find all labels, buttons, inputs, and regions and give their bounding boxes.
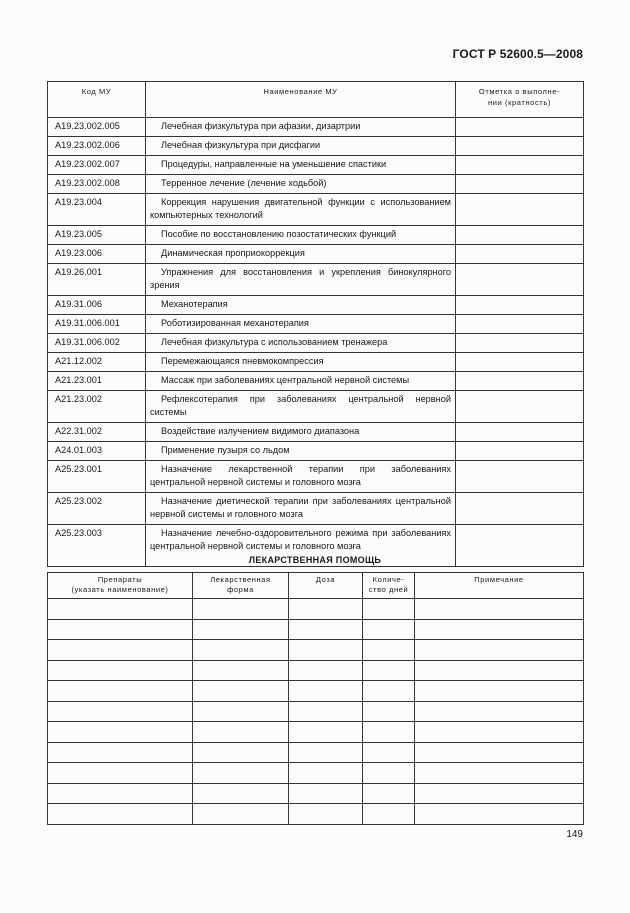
drug-name-cell[interactable] [48, 804, 193, 825]
service-name-cell [146, 391, 456, 423]
service-name-cell [146, 353, 456, 372]
column-header-completion: Отметка о выполне- нии (кратность) [456, 82, 584, 118]
service-name: Механотерапия [161, 299, 228, 309]
drug-note-cell[interactable] [415, 681, 584, 702]
drug-days-cell[interactable] [363, 722, 415, 743]
service-name-cell [146, 245, 456, 264]
table-row [48, 599, 584, 620]
drug-dose-cell[interactable] [289, 722, 363, 743]
drug-name-cell[interactable] [48, 742, 193, 763]
service-name: Назначение лечебно-оздоровительного режима при заболеваниях центральной нервной системы и головного мозга [150, 528, 451, 551]
service-name-cell [146, 296, 456, 315]
service-code: A21.23.002 [48, 391, 146, 423]
service-name: Лечебная физкультура при дисфагии [161, 140, 321, 150]
service-name: Лечебная физкультура с использованием тренажера [161, 337, 388, 347]
service-name-cell [146, 226, 456, 245]
drug-days-cell[interactable] [363, 681, 415, 702]
column-header-form: Лекарственная форма [193, 573, 289, 599]
drug-form-cell[interactable] [193, 763, 289, 784]
completion-mark-cell[interactable] [456, 315, 584, 334]
completion-mark-cell[interactable] [456, 245, 584, 264]
drug-form-cell[interactable] [193, 599, 289, 620]
table-row [48, 640, 584, 661]
service-name-cell [146, 493, 456, 525]
service-code: A25.23.003 [48, 525, 146, 567]
table-row [48, 391, 584, 423]
drug-days-cell[interactable] [363, 640, 415, 661]
table-row [48, 722, 584, 743]
drug-form-cell[interactable] [193, 722, 289, 743]
drug-dose-cell[interactable] [289, 763, 363, 784]
drug-note-cell[interactable] [415, 660, 584, 681]
service-name-cell [146, 423, 456, 442]
drug-days-cell[interactable] [363, 763, 415, 784]
service-code: A19.31.006.001 [48, 315, 146, 334]
column-header-days: Количе- ство дней [363, 573, 415, 599]
drug-name-cell[interactable] [48, 722, 193, 743]
table-row [48, 194, 584, 226]
table-row [48, 226, 584, 245]
drug-name-cell[interactable] [48, 660, 193, 681]
drug-form-cell[interactable] [193, 783, 289, 804]
service-code: A19.26.001 [48, 264, 146, 296]
service-name: Лечебная физкультура при афазии, дизартрии [161, 121, 361, 131]
service-code: A19.23.004 [48, 194, 146, 226]
drug-form-cell[interactable] [193, 681, 289, 702]
drug-name-cell[interactable] [48, 701, 193, 722]
table-row [48, 353, 584, 372]
drug-note-cell[interactable] [415, 722, 584, 743]
drug-dose-cell[interactable] [289, 701, 363, 722]
drug-name-cell[interactable] [48, 783, 193, 804]
drug-name-cell[interactable] [48, 640, 193, 661]
service-name-cell [146, 461, 456, 493]
service-name-cell [146, 372, 456, 391]
service-code: A19.31.006 [48, 296, 146, 315]
completion-mark-cell[interactable] [456, 372, 584, 391]
table-row [48, 175, 584, 194]
table-row [48, 372, 584, 391]
table-row [48, 315, 584, 334]
drug-form-cell[interactable] [193, 742, 289, 763]
service-code: A25.23.002 [48, 493, 146, 525]
service-name-cell [146, 264, 456, 296]
drug-form-cell[interactable] [193, 619, 289, 640]
completion-mark-cell[interactable] [456, 334, 584, 353]
drug-days-cell[interactable] [363, 619, 415, 640]
drug-days-cell[interactable] [363, 783, 415, 804]
service-name: Перемежающаяся пневмокомпрессия [161, 356, 324, 366]
drug-days-cell[interactable] [363, 742, 415, 763]
table-row [48, 264, 584, 296]
drug-days-cell[interactable] [363, 804, 415, 825]
service-name-cell [146, 137, 456, 156]
service-code: A19.23.005 [48, 226, 146, 245]
drug-note-cell[interactable] [415, 783, 584, 804]
service-name: Назначение лекарственной терапии при заболеваниях центральной нервной системы и головного мозга [150, 464, 451, 487]
service-code: A21.23.001 [48, 372, 146, 391]
service-code: A19.23.002.008 [48, 175, 146, 194]
service-code: A24.01.003 [48, 442, 146, 461]
service-code: A21.12.002 [48, 353, 146, 372]
table-row [48, 681, 584, 702]
service-name: Массаж при заболеваниях центральной нервной системы [161, 375, 410, 385]
service-name: Динамическая проприокоррекция [161, 248, 305, 258]
drug-dose-cell[interactable] [289, 804, 363, 825]
column-header-dose: Доза [289, 573, 363, 599]
drug-form-cell[interactable] [193, 701, 289, 722]
service-name-cell [146, 315, 456, 334]
completion-mark-cell[interactable] [456, 296, 584, 315]
drug-name-cell[interactable] [48, 599, 193, 620]
drug-dose-cell[interactable] [289, 681, 363, 702]
service-name-cell [146, 442, 456, 461]
service-name: Терренное лечение (лечение ходьбой) [161, 178, 327, 188]
drug-note-cell[interactable] [415, 701, 584, 722]
drug-dose-cell[interactable] [289, 783, 363, 804]
table-row [48, 783, 584, 804]
table-row [48, 442, 584, 461]
service-code: A19.23.002.006 [48, 137, 146, 156]
table-row [48, 493, 584, 525]
drug-note-cell[interactable] [415, 742, 584, 763]
drug-dose-cell[interactable] [289, 619, 363, 640]
table-row [48, 245, 584, 264]
completion-mark-cell[interactable] [456, 137, 584, 156]
drug-note-cell[interactable] [415, 763, 584, 784]
drug-assistance-table [47, 572, 584, 825]
drug-name-cell[interactable] [48, 619, 193, 640]
completion-mark-cell[interactable] [456, 391, 584, 423]
table-header-row [48, 82, 584, 118]
completion-mark-cell[interactable] [456, 226, 584, 245]
completion-mark-cell[interactable] [456, 118, 584, 137]
drug-dose-cell[interactable] [289, 660, 363, 681]
service-name-cell [146, 118, 456, 137]
completion-mark-cell[interactable] [456, 353, 584, 372]
table-row [48, 423, 584, 442]
drug-form-cell[interactable] [193, 804, 289, 825]
completion-mark-cell[interactable] [456, 442, 584, 461]
service-name: Процедуры, направленные на уменьшение спастики [161, 159, 387, 169]
table-row [48, 156, 584, 175]
service-code: A22.31.002 [48, 423, 146, 442]
drug-dose-cell[interactable] [289, 742, 363, 763]
service-name: Рефлексотерапия при заболеваниях центральной нервной системы [150, 394, 451, 417]
table-row [48, 137, 584, 156]
page-number: 149 [566, 829, 583, 840]
drug-form-cell[interactable] [193, 660, 289, 681]
table-row [48, 619, 584, 640]
table-row [48, 660, 584, 681]
service-name-cell [146, 194, 456, 226]
drug-note-cell[interactable] [415, 804, 584, 825]
section-title: ЛЕКАРСТВЕННАЯ ПОМОЩЬ [248, 555, 382, 565]
column-header-code: Код МУ [48, 82, 146, 118]
column-header-name: Наименование МУ [146, 82, 456, 118]
service-code: A19.31.006.002 [48, 334, 146, 353]
drug-dose-cell[interactable] [289, 599, 363, 620]
completion-mark-cell[interactable] [456, 264, 584, 296]
drug-days-cell[interactable] [363, 660, 415, 681]
drug-note-cell[interactable] [415, 640, 584, 661]
service-name-cell [146, 156, 456, 175]
service-name: Пособие по восстановлению позостатических функций [161, 229, 397, 239]
drug-name-cell[interactable] [48, 681, 193, 702]
medical-services-table [47, 81, 584, 567]
service-name-cell [146, 334, 456, 353]
drug-form-cell[interactable] [193, 640, 289, 661]
column-header-drugs: Препараты (указать наименование) [48, 573, 193, 599]
column-header-note: Примечание [415, 573, 584, 599]
table-row [48, 804, 584, 825]
service-name: Коррекция нарушения двигательной функции с использованием компьютерных технологий [150, 197, 451, 220]
drug-dose-cell[interactable] [289, 640, 363, 661]
table-row [48, 118, 584, 137]
completion-mark-cell[interactable] [456, 423, 584, 442]
table-header-row [48, 573, 584, 599]
completion-mark-cell[interactable] [456, 493, 584, 525]
table-row [48, 334, 584, 353]
completion-mark-cell[interactable] [456, 461, 584, 493]
table-row [48, 296, 584, 315]
table-row [48, 461, 584, 493]
completion-mark-cell[interactable] [456, 156, 584, 175]
drug-days-cell[interactable] [363, 599, 415, 620]
drug-days-cell[interactable] [363, 701, 415, 722]
completion-mark-cell[interactable] [456, 194, 584, 226]
table-row [48, 742, 584, 763]
service-code: A25.23.001 [48, 461, 146, 493]
service-name: Применение пузыря со льдом [161, 445, 290, 455]
completion-mark-cell[interactable] [456, 175, 584, 194]
table-row [48, 763, 584, 784]
service-name: Назначение диетической терапии при заболеваниях центральной нервной системы и головного мозга [150, 496, 451, 519]
service-name-cell [146, 175, 456, 194]
service-code: A19.23.002.005 [48, 118, 146, 137]
service-code: A19.23.006 [48, 245, 146, 264]
drug-name-cell[interactable] [48, 763, 193, 784]
drug-note-cell[interactable] [415, 599, 584, 620]
drug-note-cell[interactable] [415, 619, 584, 640]
table-row [48, 701, 584, 722]
service-code: A19.23.002.007 [48, 156, 146, 175]
document-header: ГОСТ Р 52600.5—2008 [452, 47, 583, 61]
service-name: Воздействие излучением видимого диапазона [161, 426, 360, 436]
service-name: Упражнения для восстановления и укрепления бинокулярного зрения [150, 267, 451, 290]
service-name: Роботизированная механотерапия [161, 318, 309, 328]
